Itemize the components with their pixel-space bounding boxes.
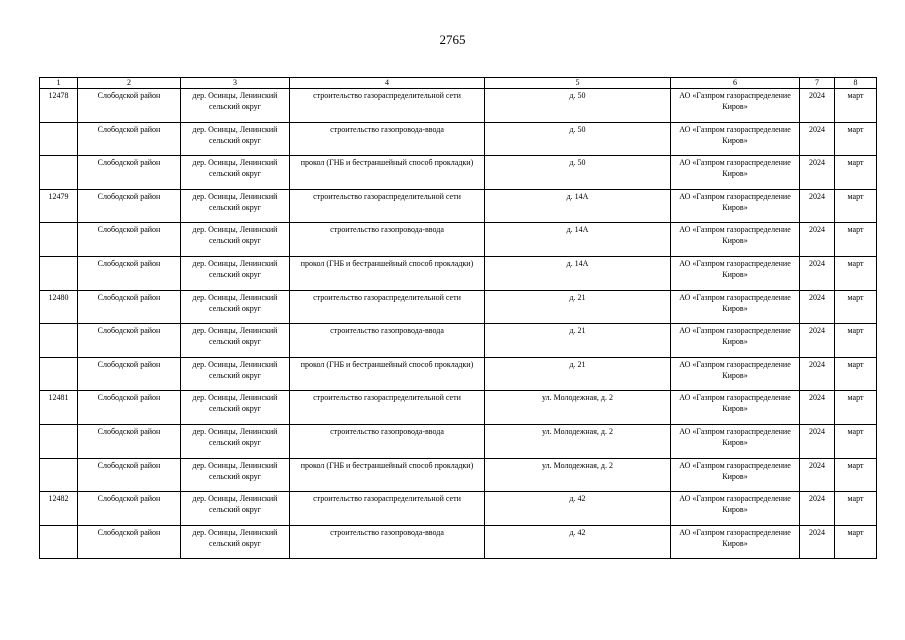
work-type-cell: строительство газопровода-ввода [290, 324, 485, 358]
settlement-cell: дер. Осинцы, Ленинский сельский округ [181, 391, 290, 425]
organization-cell: АО «Газпром газораспределение Киров» [671, 458, 800, 492]
record-number-cell: 12482 [40, 492, 78, 526]
work-type-cell: прокол (ГНБ и бестраншейный способ прокладки) [290, 256, 485, 290]
settlement-cell: дер. Осинцы, Ленинский сельский округ [181, 424, 290, 458]
district-cell: Слободской район [78, 458, 181, 492]
settlement-cell: дер. Осинцы, Ленинский сельский округ [181, 122, 290, 156]
organization-cell: АО «Газпром газораспределение Киров» [671, 122, 800, 156]
table-row [40, 122, 877, 156]
registry-table [39, 77, 877, 559]
month-cell: март [835, 357, 877, 391]
district-cell: Слободской район [78, 156, 181, 190]
record-number-cell [40, 525, 78, 559]
organization-cell: АО «Газпром газораспределение Киров» [671, 189, 800, 223]
address-cell: д. 21 [485, 290, 671, 324]
settlement-cell: дер. Осинцы, Ленинский сельский округ [181, 256, 290, 290]
organization-cell: АО «Газпром газораспределение Киров» [671, 525, 800, 559]
district-cell: Слободской район [78, 122, 181, 156]
record-number-cell [40, 458, 78, 492]
year-cell: 2024 [800, 357, 835, 391]
organization-cell: АО «Газпром газораспределение Киров» [671, 492, 800, 526]
header-row [40, 78, 877, 89]
work-type-cell: строительство газопровода-ввода [290, 223, 485, 257]
record-number-cell: 12478 [40, 89, 78, 123]
work-type-cell: строительство газораспределительной сети [290, 89, 485, 123]
header-cell: 3 [181, 78, 290, 89]
table-row [40, 256, 877, 290]
work-type-cell: строительство газораспределительной сети [290, 189, 485, 223]
table-row [40, 223, 877, 257]
month-cell: март [835, 189, 877, 223]
address-cell: д. 42 [485, 525, 671, 559]
table-row [40, 189, 877, 223]
work-type-cell: прокол (ГНБ и бестраншейный способ прокладки) [290, 156, 485, 190]
district-cell: Слободской район [78, 424, 181, 458]
address-cell: ул. Молодежная, д. 2 [485, 458, 671, 492]
organization-cell: АО «Газпром газораспределение Киров» [671, 324, 800, 358]
year-cell: 2024 [800, 424, 835, 458]
year-cell: 2024 [800, 324, 835, 358]
header-cell: 5 [485, 78, 671, 89]
year-cell: 2024 [800, 492, 835, 526]
year-cell: 2024 [800, 122, 835, 156]
work-type-cell: прокол (ГНБ и бестраншейный способ прокладки) [290, 458, 485, 492]
settlement-cell: дер. Осинцы, Ленинский сельский округ [181, 357, 290, 391]
settlement-cell: дер. Осинцы, Ленинский сельский округ [181, 290, 290, 324]
year-cell: 2024 [800, 89, 835, 123]
header-cell: 8 [835, 78, 877, 89]
record-number-cell: 12481 [40, 391, 78, 425]
organization-cell: АО «Газпром газораспределение Киров» [671, 424, 800, 458]
settlement-cell: дер. Осинцы, Ленинский сельский округ [181, 324, 290, 358]
month-cell: март [835, 122, 877, 156]
month-cell: март [835, 256, 877, 290]
address-cell: д. 50 [485, 156, 671, 190]
table-body [40, 89, 877, 559]
record-number-cell [40, 223, 78, 257]
work-type-cell: строительство газораспределительной сети [290, 290, 485, 324]
month-cell: март [835, 424, 877, 458]
address-cell: д. 21 [485, 357, 671, 391]
work-type-cell: строительство газораспределительной сети [290, 492, 485, 526]
month-cell: март [835, 89, 877, 123]
work-type-cell: строительство газопровода-ввода [290, 424, 485, 458]
year-cell: 2024 [800, 256, 835, 290]
record-number-cell: 12480 [40, 290, 78, 324]
district-cell: Слободской район [78, 391, 181, 425]
work-type-cell: строительство газопровода-ввода [290, 122, 485, 156]
address-cell: д. 21 [485, 324, 671, 358]
table-row [40, 391, 877, 425]
district-cell: Слободской район [78, 525, 181, 559]
work-type-cell: строительство газопровода-ввода [290, 525, 485, 559]
month-cell: март [835, 324, 877, 358]
table-row [40, 492, 877, 526]
header-cell: 1 [40, 78, 78, 89]
address-cell: д. 14А [485, 256, 671, 290]
table-header [40, 78, 877, 89]
address-cell: д. 14А [485, 223, 671, 257]
table-row [40, 357, 877, 391]
address-cell: ул. Молодежная, д. 2 [485, 391, 671, 425]
table-row [40, 156, 877, 190]
year-cell: 2024 [800, 391, 835, 425]
month-cell: март [835, 290, 877, 324]
address-cell: д. 14А [485, 189, 671, 223]
address-cell: ул. Молодежная, д. 2 [485, 424, 671, 458]
organization-cell: АО «Газпром газораспределение Киров» [671, 156, 800, 190]
header-cell: 4 [290, 78, 485, 89]
record-number-cell [40, 156, 78, 190]
organization-cell: АО «Газпром газораспределение Киров» [671, 223, 800, 257]
year-cell: 2024 [800, 290, 835, 324]
address-cell: д. 42 [485, 492, 671, 526]
month-cell: март [835, 458, 877, 492]
header-cell: 7 [800, 78, 835, 89]
address-cell: д. 50 [485, 89, 671, 123]
record-number-cell [40, 424, 78, 458]
organization-cell: АО «Газпром газораспределение Киров» [671, 391, 800, 425]
header-cell: 6 [671, 78, 800, 89]
settlement-cell: дер. Осинцы, Ленинский сельский округ [181, 156, 290, 190]
table-row [40, 458, 877, 492]
district-cell: Слободской район [78, 223, 181, 257]
district-cell: Слободской район [78, 357, 181, 391]
work-type-cell: строительство газораспределительной сети [290, 391, 485, 425]
month-cell: март [835, 391, 877, 425]
organization-cell: АО «Газпром газораспределение Киров» [671, 89, 800, 123]
record-number-cell [40, 256, 78, 290]
month-cell: март [835, 492, 877, 526]
table-row [40, 290, 877, 324]
settlement-cell: дер. Осинцы, Ленинский сельский округ [181, 525, 290, 559]
district-cell: Слободской район [78, 89, 181, 123]
district-cell: Слободской район [78, 324, 181, 358]
month-cell: март [835, 525, 877, 559]
settlement-cell: дер. Осинцы, Ленинский сельский округ [181, 492, 290, 526]
organization-cell: АО «Газпром газораспределение Киров» [671, 256, 800, 290]
month-cell: март [835, 156, 877, 190]
page-number: 2765 [439, 32, 466, 47]
table-row [40, 89, 877, 123]
header-cell: 2 [78, 78, 181, 89]
record-number-cell [40, 122, 78, 156]
year-cell: 2024 [800, 156, 835, 190]
year-cell: 2024 [800, 189, 835, 223]
settlement-cell: дер. Осинцы, Ленинский сельский округ [181, 189, 290, 223]
table-row [40, 525, 877, 559]
record-number-cell [40, 324, 78, 358]
district-cell: Слободской район [78, 256, 181, 290]
district-cell: Слободской район [78, 492, 181, 526]
district-cell: Слободской район [78, 290, 181, 324]
year-cell: 2024 [800, 223, 835, 257]
year-cell: 2024 [800, 525, 835, 559]
settlement-cell: дер. Осинцы, Ленинский сельский округ [181, 223, 290, 257]
year-cell: 2024 [800, 458, 835, 492]
settlement-cell: дер. Осинцы, Ленинский сельский округ [181, 458, 290, 492]
work-type-cell: прокол (ГНБ и бестраншейный способ прокладки) [290, 357, 485, 391]
organization-cell: АО «Газпром газораспределение Киров» [671, 290, 800, 324]
month-cell: март [835, 223, 877, 257]
table-row [40, 324, 877, 358]
record-number-cell [40, 357, 78, 391]
organization-cell: АО «Газпром газораспределение Киров» [671, 357, 800, 391]
district-cell: Слободской район [78, 189, 181, 223]
table-row [40, 424, 877, 458]
record-number-cell: 12479 [40, 189, 78, 223]
address-cell: д. 50 [485, 122, 671, 156]
settlement-cell: дер. Осинцы, Ленинский сельский округ [181, 89, 290, 123]
